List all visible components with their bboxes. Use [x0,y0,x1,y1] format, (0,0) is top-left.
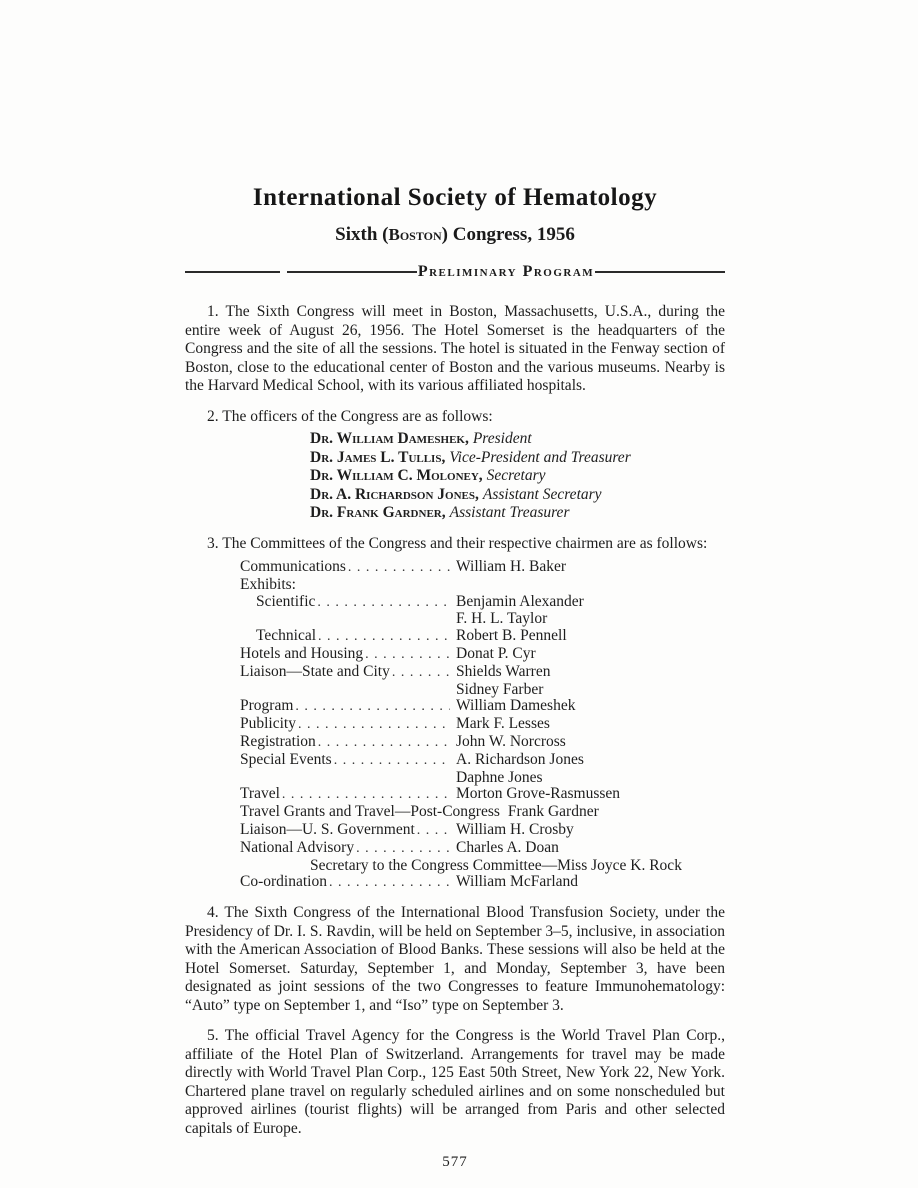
committee-label: Travel [240,785,280,803]
officer-row [310,486,725,505]
committee-row [240,698,724,716]
rule-segment-right [595,271,725,273]
committee-label: Technical [256,627,317,645]
committee-chairman: Morton Grove-Rasmussen [456,785,621,803]
committee-row [240,752,724,770]
committee-row [240,874,724,892]
leader-dots [356,840,450,858]
committee-row [240,664,724,682]
committee-row [240,682,724,699]
committee-chairman: Mark F. Lesses [456,715,550,733]
committee-row [240,840,724,858]
officer-row [310,449,725,468]
leader-dots [365,646,450,664]
leader-dots [392,664,450,682]
committee-chairman: William H. Crosby [456,820,574,838]
committee-chairman: Shields Warren [456,662,551,680]
officer-title: President [472,430,532,447]
committee-label: Hotels and Housing [240,644,364,662]
committee-label: National Advisory [240,838,355,856]
officer-title: Vice-President and Treasurer [449,448,631,466]
committee-chairman: Sidney Farber [456,680,544,698]
subtitle-city: Boston [388,225,442,244]
committee-label: Co-ordination [240,873,327,891]
committee-label: Publicity [240,715,296,733]
section-heading-rule [185,263,725,281]
congress-subtitle [185,224,725,246]
page-content [185,184,725,1171]
officer-name: Dr. A. Richardson Jones, [310,485,479,503]
leader-dots [417,822,450,840]
officers-lead: 2. The officers of the Congress are as follows: [207,407,493,425]
committee-chairman: Benjamin Alexander [456,592,584,610]
paragraph-1: 1. The Sixth Congress will meet in Boston, Massachusetts, U.S.A., during the entire week of August 26, 1956. The Hotel Somerset is the headquarters of the Congress and the site of all the sessions. The hotel is situated in the Fenway section of Boston, close to the educational center of Boston and the various museums. Nearby is the Harvard Medical School, with its various affiliated hospitals. [185,303,725,394]
committee-chairman: F. H. L. Taylor [456,610,548,628]
committee-row [240,734,724,752]
committees-lead: 3. The Committees of the Congress and their respective chairmen are as follows: [207,534,708,552]
leader-dots [348,559,450,577]
officer-row [310,504,725,523]
rule-segment-left-1 [185,271,280,273]
subtitle-post: ) Congress, 1956 [441,224,575,245]
officer-row [310,430,725,449]
officer-row [310,467,725,486]
committee-chairman: A. Richardson Jones [456,750,584,768]
officers-list [185,430,725,523]
preliminary-program-heading: Preliminary Program [417,263,595,280]
committee-row [240,646,724,664]
leader-dots [334,752,450,770]
committee-row [240,804,724,822]
committee-row [240,770,724,787]
page-number: 577 [442,1154,468,1171]
committee-chairman: Donat P. Cyr [456,644,536,662]
leader-dots [329,874,450,892]
rule-segment-left-2 [287,271,417,273]
committee-label: Exhibits: [240,575,296,593]
leader-dots [295,698,450,716]
paragraph-5: 5. The official Travel Agency for the Congress is the World Travel Plan Corp., affiliate of the Hotel Plan of Switzerland. Arrangements for travel may be made directly with World Travel Plan Corp., 125 East 50th Street, New York 22, New York. Chartered plane travel on regularly scheduled airlines and on some nonscheduled but approved airlines (tourist flights) will be arranged from Paris and other selected capitals of Europe. [185,1027,725,1137]
leader-dots [298,716,450,734]
subtitle-pre: Sixth ( [335,224,389,245]
committee-label: Liaison—State and City [240,662,390,680]
committee-row [240,716,724,734]
officer-title: Secretary [486,467,546,484]
committee-label: Program [240,697,294,715]
leader-dots [318,628,450,646]
officer-name: Dr. James L. Tullis, [310,448,446,466]
committee-label: Scientific [256,592,316,610]
committee-label: Communications [240,558,346,575]
committee-row [240,577,724,594]
officer-name: Dr. William Dameshek, [310,430,469,447]
committee-row [240,822,724,840]
committee-row [240,628,724,646]
committee-chairman: Robert B. Pennell [456,627,567,645]
leader-dots [317,594,450,612]
committee-chairman: William Dameshek [456,697,576,715]
committee-row [240,611,724,628]
committee-label: Special Events [240,750,332,768]
officer-title: Assistant Secretary [482,485,602,503]
committee-label: Travel Grants and Travel—Post-Congress [240,803,500,821]
committee-row [240,594,724,612]
committee-chairman: John W. Norcross [456,732,566,750]
committee-chairman: William H. Baker [456,558,566,575]
committee-label: Registration [240,732,316,750]
committee-chairman: Frank Gardner [507,803,599,821]
committee-chairman: William McFarland [456,873,579,891]
article-title: International Society of Hematology [252,184,658,211]
committee-chairman: Charles A. Doan [456,838,559,856]
leader-dots [282,786,450,804]
committee-row [240,786,724,804]
committees-list [240,559,724,892]
officer-name: Dr. William C. Moloney, [310,467,483,484]
officer-title: Assistant Treasurer [449,504,570,521]
paragraph-4: 4. The Sixth Congress of the International Blood Transfusion Society, under the Presidency of Dr. I. S. Ravdin, will be held on September 3–5, inclusive, in association with the American Association of Blood Banks. These sessions will also be held at the Hotel Somerset. Saturday, September 1, and Monday, September 3, have been designated as joint sessions of the two Congresses to feature Immunohematology: “Auto” type on September 1, and “Iso” type on September 3. [185,904,725,1014]
officer-name: Dr. Frank Gardner, [310,504,446,521]
committee-chairman: Daphne Jones [456,768,543,786]
committee-row [240,559,724,577]
leader-dots [318,734,450,752]
committee-label: Liaison—U. S. Government [240,820,415,838]
secretary-note: Secretary to the Congress Committee—Miss Joyce K. Rock [310,856,682,874]
